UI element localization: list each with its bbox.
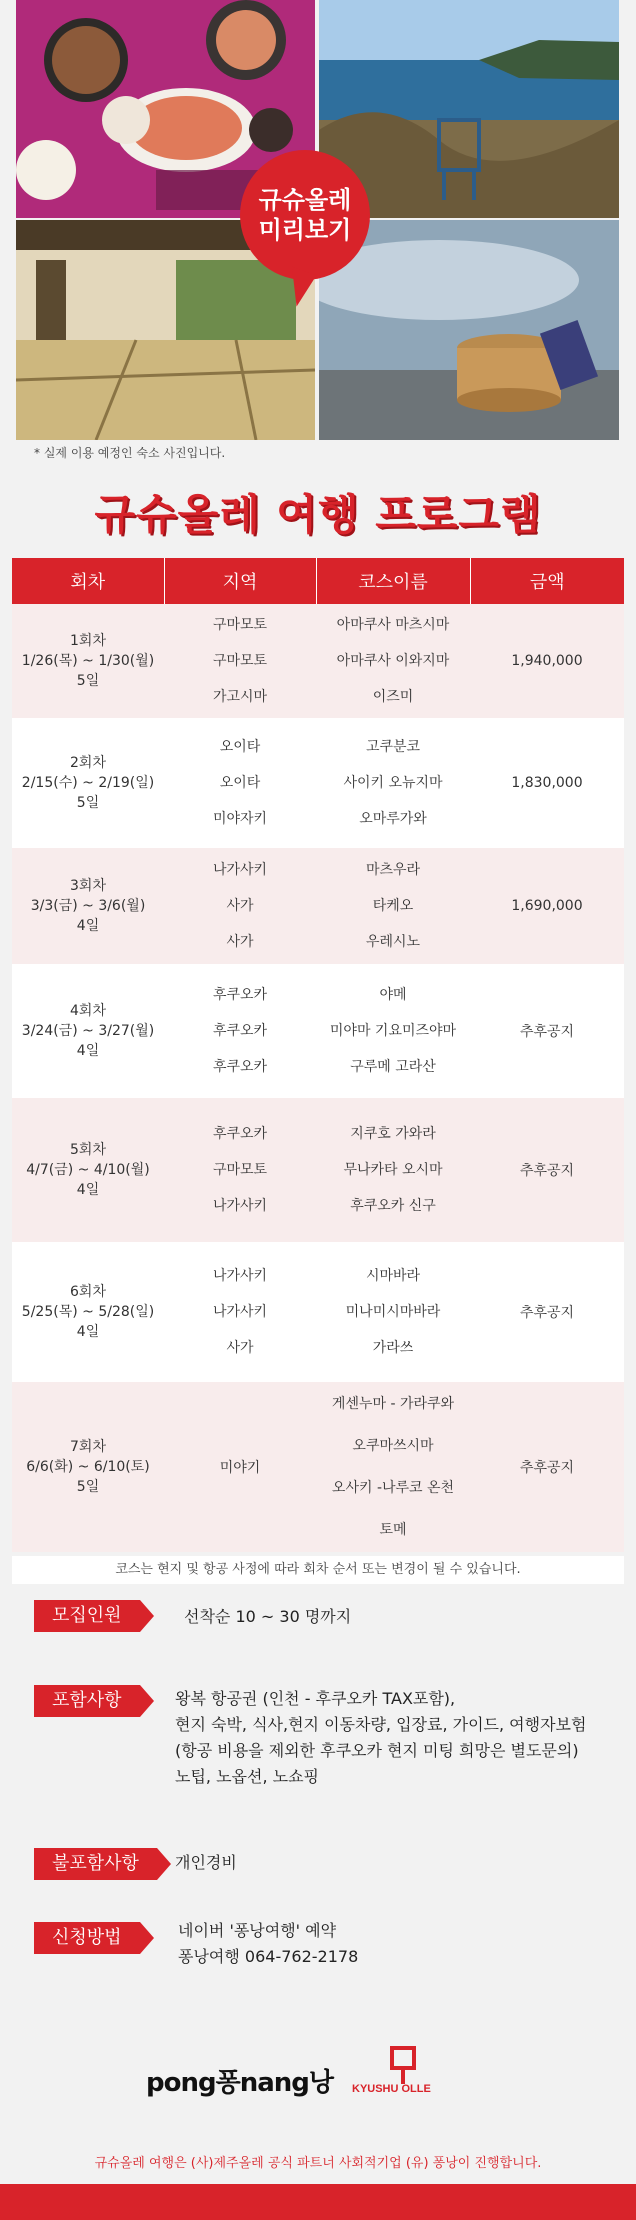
- region: 사가: [226, 934, 254, 950]
- coast-photo: [319, 0, 619, 218]
- pongnang-logo: pong퐁nang낭: [146, 2068, 334, 2098]
- table-row: [12, 1098, 624, 1242]
- round-days: 4일: [76, 1043, 100, 1059]
- course-cell: [316, 604, 470, 718]
- region: 미야자키: [212, 811, 268, 827]
- col-price: 금액: [470, 558, 624, 604]
- include-line: 노팁, 노옵션, 노쇼핑: [175, 1767, 319, 1786]
- region: 후쿠오카: [212, 1126, 268, 1142]
- schedule-note: 코스는 현지 및 항공 사정에 따라 회차 순서 또는 변경이 될 수 있습니다.: [12, 1556, 624, 1584]
- round-dates: 3/24(금) ~ 3/27(월): [21, 1023, 155, 1039]
- include-line: 왕복 항공권 (인천 - 후쿠오카 TAX포함),: [175, 1689, 456, 1708]
- kyushu-olle-logo: [350, 2046, 460, 2094]
- course: 우레시노: [365, 934, 421, 950]
- badge-line1: 규슈올레: [258, 186, 352, 214]
- region: 가고시마: [212, 689, 268, 705]
- course: 시마바라: [365, 1268, 421, 1284]
- region: 오이타: [219, 775, 261, 791]
- course-cell: [316, 1242, 470, 1382]
- course: 게센누마 - 가라쿠와: [331, 1396, 455, 1412]
- recruit-label: 모집인원: [34, 1600, 140, 1632]
- footer-note: 규슈올레 여행은 (사)제주올레 공식 파트너 사회적기업 (유) 퐁낭이 진행합니다.: [94, 2156, 542, 2171]
- region: 나가사키: [212, 1198, 268, 1214]
- round-days: 5일: [76, 1479, 100, 1495]
- price-cell: 추후공지: [470, 964, 624, 1098]
- schedule-table: [12, 558, 624, 1552]
- price-cell: 1,940,000: [470, 604, 624, 718]
- course: 미나미시마바라: [345, 1304, 441, 1320]
- region-cell: [164, 1098, 316, 1242]
- table-row: [12, 1242, 624, 1382]
- region: 나가사키: [212, 1304, 268, 1320]
- price-cell: 추후공지: [470, 1098, 624, 1242]
- region: 구마모토: [212, 617, 268, 633]
- region: 사가: [226, 1340, 254, 1356]
- course: 가라쓰: [372, 1340, 414, 1356]
- round-cell: [12, 718, 164, 848]
- course: 오쿠마쓰시마: [352, 1438, 434, 1454]
- region: 나가사키: [212, 1268, 268, 1284]
- exclude-label: 불포함사항: [34, 1848, 157, 1880]
- price-cell: 1,830,000: [470, 718, 624, 848]
- course: 토메: [379, 1522, 407, 1538]
- region-cell: [164, 718, 316, 848]
- recruit-text: 선착순 10 ~ 30 명까지: [184, 1607, 352, 1626]
- region: 나가사키: [212, 862, 268, 878]
- program-title: 규슈올레 여행 프로그램: [94, 490, 542, 539]
- region-cell: [164, 604, 316, 718]
- table-row: [12, 848, 624, 964]
- region-cell: 미야기: [164, 1382, 316, 1552]
- round-dates: 6/6(화) ~ 6/10(토): [26, 1459, 150, 1475]
- round-cell: [12, 1242, 164, 1382]
- table-row: [12, 1382, 624, 1552]
- include-label: 포함사항: [34, 1685, 140, 1717]
- course: 야메: [379, 987, 407, 1003]
- round-days: 5일: [76, 673, 100, 689]
- round-dates: 2/15(수) ~ 2/19(일): [21, 775, 155, 791]
- round-days: 4일: [76, 1324, 100, 1340]
- course: 지쿠호 가와라: [350, 1126, 436, 1142]
- course: 아마쿠사 이와지마: [336, 653, 450, 669]
- bottom-bar: [0, 2184, 636, 2220]
- region: 후쿠오카: [212, 987, 268, 1003]
- course: 이즈미: [372, 689, 414, 705]
- apply-text: [178, 1918, 358, 1970]
- price-cell: 추후공지: [470, 1242, 624, 1382]
- course: 마츠우라: [365, 862, 421, 878]
- region: 오이타: [219, 739, 261, 755]
- apply-line: 퐁낭여행 064-762-2178: [178, 1947, 359, 1966]
- photo-note: * 실제 이용 예정인 숙소 사진입니다.: [34, 446, 226, 460]
- include-text: [175, 1686, 586, 1790]
- round-cell: [12, 848, 164, 964]
- round-label: 4회차: [70, 1003, 106, 1019]
- round-label: 5회차: [70, 1142, 106, 1158]
- round-days: 4일: [76, 1182, 100, 1198]
- col-round: 회차: [12, 558, 164, 604]
- round-label: 2회차: [70, 755, 106, 771]
- region-cell: [164, 848, 316, 964]
- include-line: 현지 숙박, 식사,현지 이동차량, 입장료, 가이드, 여행자보험: [175, 1715, 587, 1734]
- round-cell: [12, 604, 164, 718]
- round-dates: 5/25(목) ~ 5/28(일): [21, 1304, 155, 1320]
- exclude-text: 개인경비: [175, 1853, 237, 1872]
- table-header-row: [12, 558, 624, 604]
- round-days: 5일: [76, 795, 100, 811]
- region: 사가: [226, 898, 254, 914]
- course: 고쿠분코: [365, 739, 421, 755]
- course: 사이키 오뉴지마: [343, 775, 443, 791]
- region: 구마모토: [212, 653, 268, 669]
- table-row: [12, 964, 624, 1098]
- course-cell: [316, 848, 470, 964]
- col-course: 코스이름: [316, 558, 470, 604]
- course-cell: [316, 964, 470, 1098]
- round-label: 6회차: [70, 1284, 106, 1300]
- round-dates: 3/3(금) ~ 3/6(월): [30, 898, 146, 914]
- round-cell: [12, 1098, 164, 1242]
- round-label: 3회차: [70, 878, 106, 894]
- course: 후쿠오카 신구: [350, 1198, 436, 1214]
- table-row: [12, 604, 624, 718]
- round-cell: [12, 1382, 164, 1552]
- badge-line2: 미리보기: [258, 216, 352, 244]
- round-label: 7회차: [70, 1439, 106, 1455]
- course: 무나카타 오시마: [343, 1162, 443, 1178]
- kyushu-logo-text: KYUSHU OLLE: [352, 2083, 431, 2094]
- region: 후쿠오카: [212, 1023, 268, 1039]
- course: 오사키 -나루코 온천: [331, 1480, 455, 1496]
- course-cell: [316, 1382, 470, 1552]
- course: 타케오: [372, 898, 414, 914]
- apply-line: 네이버 '퐁낭여행' 예약: [178, 1921, 337, 1940]
- course-cell: [316, 718, 470, 848]
- round-dates: 1/26(목) ~ 1/30(월): [21, 653, 155, 669]
- price-cell: 추후공지: [470, 1382, 624, 1552]
- course-cell: [316, 1098, 470, 1242]
- preview-badge: [240, 150, 370, 280]
- course: 오마루가와: [359, 811, 427, 827]
- onsen-photo: [319, 220, 619, 440]
- round-days: 4일: [76, 918, 100, 934]
- course: 구루메 고라산: [350, 1059, 436, 1075]
- col-region: 지역: [164, 558, 316, 604]
- course: 미야마 기요미즈야마: [329, 1023, 457, 1039]
- price-cell: 1,690,000: [470, 848, 624, 964]
- region: 후쿠오카: [212, 1059, 268, 1075]
- round-cell: [12, 964, 164, 1098]
- region-cell: [164, 1242, 316, 1382]
- region: 구마모토: [212, 1162, 268, 1178]
- course: 아마쿠사 마츠시마: [336, 617, 450, 633]
- apply-label: 신청방법: [34, 1922, 140, 1954]
- include-line: (항공 비용을 제외한 후쿠오카 현지 미팅 희망은 별도문의): [175, 1741, 579, 1760]
- round-dates: 4/7(금) ~ 4/10(월): [26, 1162, 150, 1178]
- region-cell: [164, 964, 316, 1098]
- table-row: [12, 718, 624, 848]
- round-label: 1회차: [70, 633, 106, 649]
